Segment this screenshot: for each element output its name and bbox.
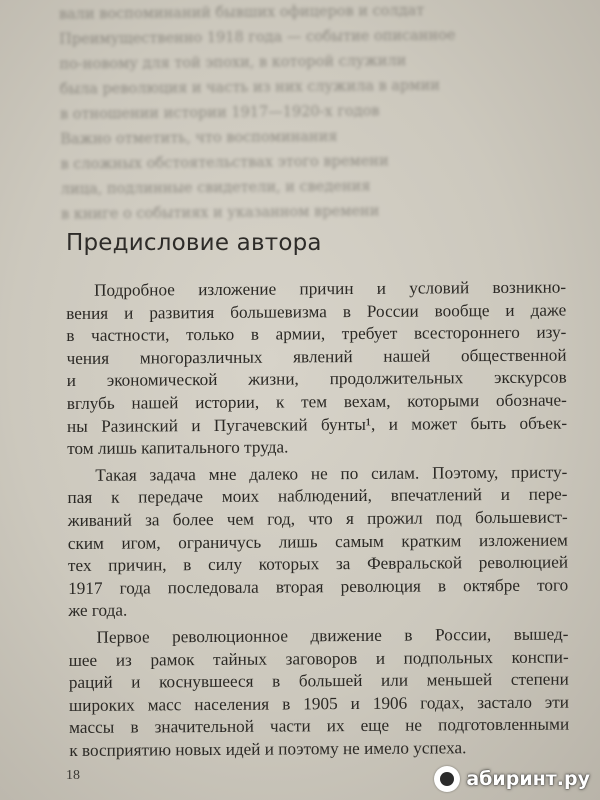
text-line: Подробное изложение причин и условий возникно- <box>94 277 567 300</box>
text-line: чения многоразличных явлений нашей общественной <box>66 345 567 368</box>
text-line: 1917 года последовала вторая революция в октябре того <box>68 575 569 598</box>
text-line: пая к передаче моих наблюдений, впечатлений и пере- <box>67 484 568 508</box>
text-line: в частности, только в армии, требует всестороннего изу- <box>66 322 567 346</box>
text-line: вглубь нашей истории, к тем вехам, которыми обозначе- <box>66 390 567 413</box>
text-line: и экономической жизни, продолжительных экскурсов <box>66 367 567 391</box>
text-line: массы в значительной части их еще не подготовленными <box>69 714 570 738</box>
text-line: тех причин, в силу которых за Февральской революцией <box>67 552 569 576</box>
watermark-text: абиринт.ру <box>466 768 590 790</box>
text-line: живаний за более чем год, что я прожил под большевист- <box>67 507 568 530</box>
text-line: раций и коснувшееся в большей или меньшей степени <box>68 669 569 693</box>
text-line: к восприятию новых идей и поэтому не имело успеха. <box>69 738 467 760</box>
text-line: шее из рамок тайных заговоров и подпольных конспи- <box>68 647 569 670</box>
body-text <box>66 277 569 763</box>
labirint-logo-icon <box>434 766 460 792</box>
faded-previous-text: вали воспоминаний бывших офицеров и солдат Преимущественно 1918 года — событие описанное по-новому для той эпохи, в которой служили была революция и часть из них служила в армии в отношении истории 1917—1920-х годов Важно отметить, что воспоминания в сложных обстоятельствах этого времени лица, подлинные свидетели, и сведения в книге о событиях и указанном времени <box>58 2 456 223</box>
text-line: том лишь капитального труда. <box>67 437 289 459</box>
text-line: Первое революционное движение в России, вышед- <box>96 624 569 647</box>
text-line: ны Разинский и Пугачевский бунты¹, и может быть объек- <box>66 413 568 436</box>
text-line: же года. <box>68 600 128 621</box>
text-line: широких масс населения в 1905 и 1906 годах, застало эти <box>68 692 570 715</box>
page-number: 18 <box>66 768 80 783</box>
text-line: ским игом, ограничусь лишь самым кратким изложением <box>67 530 568 553</box>
watermark <box>434 766 590 792</box>
section-heading: Предисловие автора <box>66 230 322 256</box>
text-line: вения и развития большевизма в России вообще и даже <box>66 300 567 323</box>
text-line: Такая задача мне далеко не по силам. Поэтому, присту- <box>95 462 568 485</box>
